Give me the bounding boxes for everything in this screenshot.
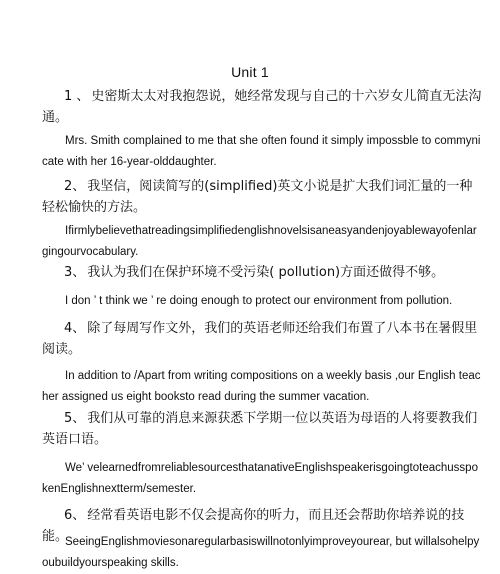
item-5-chinese — [42, 408, 484, 450]
item-1-chinese — [42, 86, 484, 128]
item-5-english — [42, 458, 482, 500]
item-3-chinese — [42, 262, 484, 283]
item-5-number: 5、 — [64, 411, 86, 426]
item-4-number: 4、 — [64, 321, 86, 336]
item-4-chinese — [42, 318, 484, 360]
item-2-english-text: Ifirmlybelievethatreadingsimplifiedenglishnovelsisaneasyandenjoyablewayofenlargingourvocabulary. — [42, 225, 477, 258]
item-6-number: 6、 — [64, 508, 86, 523]
item-2-chinese — [42, 176, 484, 218]
item-4-chinese-text: 除了每周写作文外，我们的英语老师还给我们布置了八本书在暑假里阅读。 — [42, 321, 478, 357]
item-3-number: 3、 — [64, 265, 86, 280]
item-5-english-text: We’ velearnedfromreliablesourcesthatanativeEnglishspeakerisgoingtoteachusspokenEnglishnextterm/semester. — [42, 462, 478, 495]
item-6-english — [42, 532, 482, 574]
item-2-chinese-text: 我坚信，阅读简写的(simplified)英文小说是扩大我们词汇量的一种轻松愉快的方法。 — [42, 179, 473, 215]
item-3-chinese-text: 我认为我们在保护环境不受污染( pollution)方面还做得不够。 — [87, 265, 445, 280]
item-1-english-text: Mrs. Smith complained to me that she often found it simply impossble to commynicate with her 16-year-olddaughter. — [42, 135, 481, 168]
item-2-english — [42, 221, 482, 263]
item-2-number: 2、 — [64, 179, 86, 194]
item-4-english — [42, 366, 482, 408]
item-3-english-text: I don ’ t think we ’ re doing enough to protect our environment from pollution. — [65, 295, 453, 307]
item-6-english-text: SeeingEnglishmoviesonaregularbasiswillnotonlyimproveyourear, but willalsohelpyoubuildyourspeaking skills. — [42, 536, 480, 569]
item-6-chinese-text: 经常看英语电影不仅会提高你的听力，而且还会帮助你培养说的技能。 — [42, 508, 465, 544]
item-1-chinese-text: 史密斯太太对我抱怨说，她经常发现与自己的十六岁女儿简直无法沟通。 — [42, 89, 482, 125]
item-1-number: 1 、 — [64, 89, 90, 104]
item-4-english-text: In addition to /Apart from writing compositions on a weekly basis ,our English teacher assigned us eight booksto read during the summer vacation. — [42, 370, 481, 403]
item-1-english — [42, 131, 482, 173]
page-title: Unit 1 — [231, 64, 269, 80]
item-3-english — [42, 291, 482, 312]
item-5-chinese-text: 我们从可靠的消息来源获悉下学期一位以英语为母语的人将要教我们英语口语。 — [42, 411, 478, 447]
